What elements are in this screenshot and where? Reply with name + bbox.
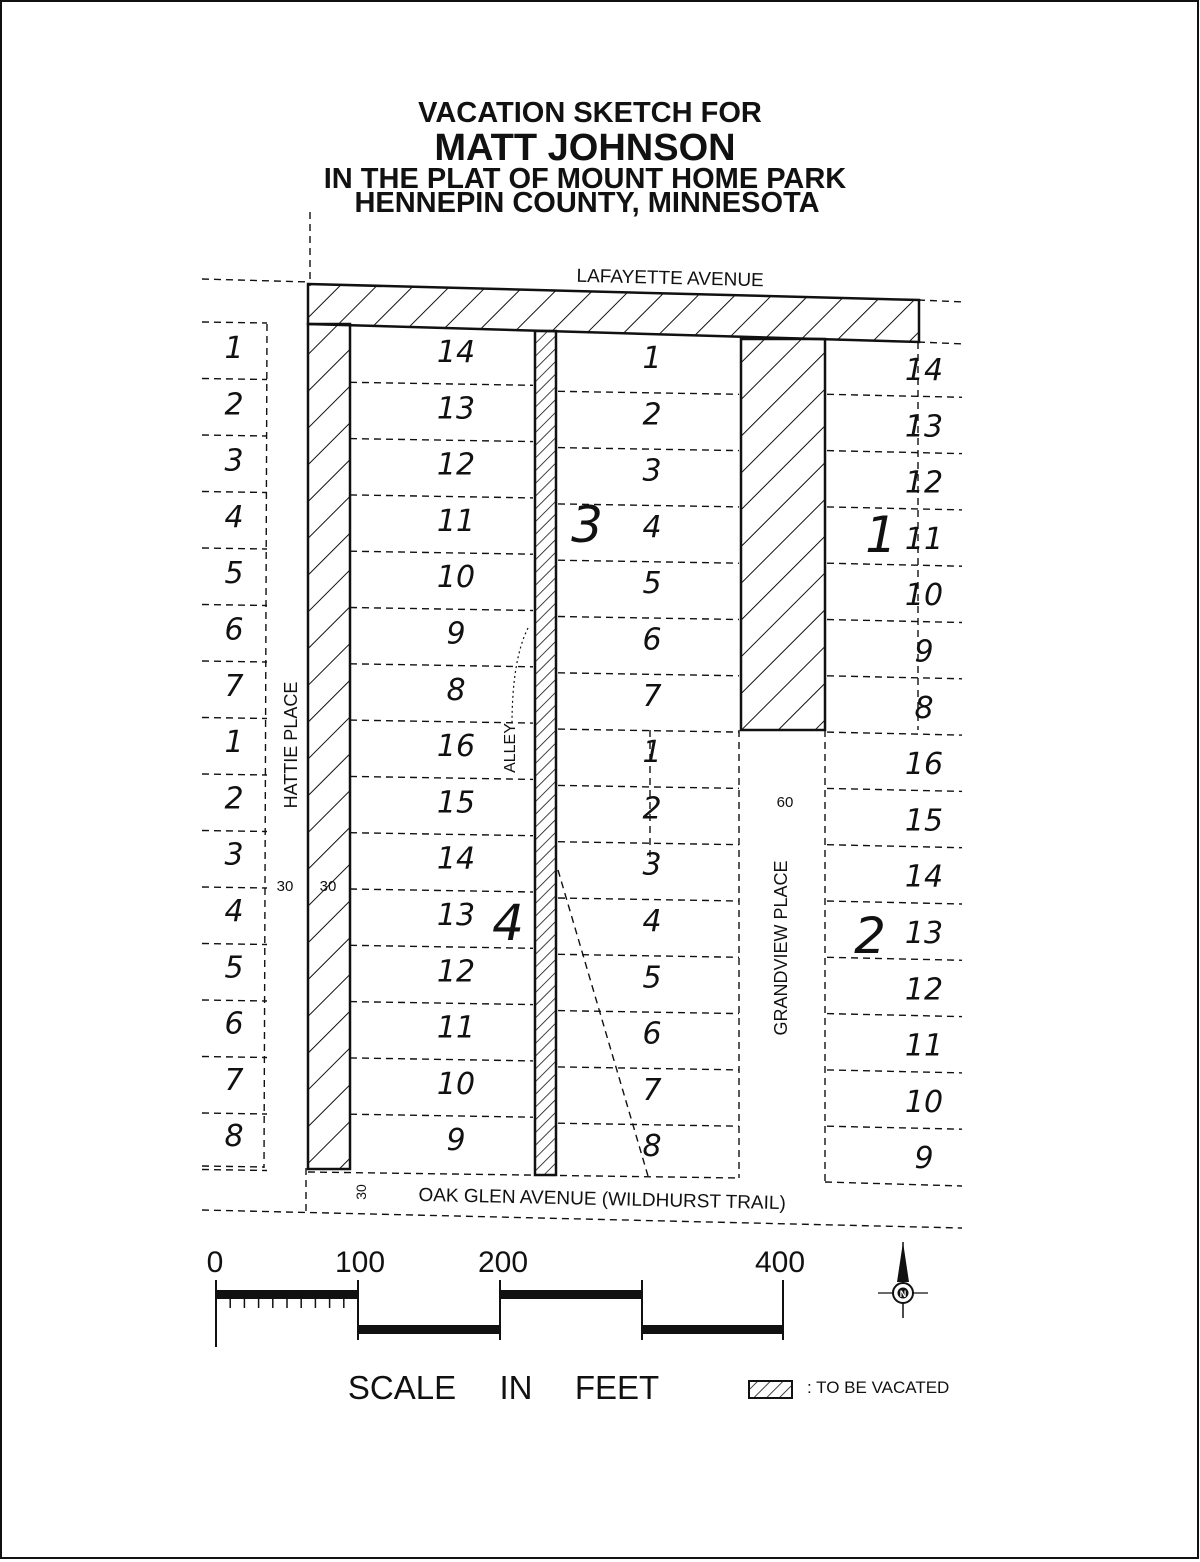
col4-lot-line: [827, 788, 962, 791]
lot-number-far-left: 1: [224, 725, 244, 761]
lot-number-far-left: 1: [224, 331, 244, 366]
scale-caption-word-in: IN: [499, 1369, 533, 1406]
lot-number-col4: 9: [914, 1141, 934, 1177]
vacated-grandview-strip: [741, 339, 825, 730]
oakglen-south-line: [202, 1210, 962, 1228]
lot-number-col3: 4: [642, 509, 662, 545]
lot-number-far-left: 4: [224, 499, 244, 535]
col4-lot-line: [827, 394, 962, 397]
lot-number-col4: 13: [904, 409, 944, 445]
col3-lot-line: [558, 673, 739, 676]
lot-number-col2: 11: [436, 503, 476, 539]
far-left-lot-line: [202, 774, 267, 775]
lot-number-col4: 11: [904, 521, 944, 557]
far-left-lot-line: [202, 605, 267, 606]
lot-number-col2: 14: [436, 841, 476, 877]
legend-hatch-swatch: [749, 1381, 792, 1398]
far-left-lot-line: [202, 944, 267, 945]
far-left-lot-line: [202, 661, 267, 662]
title-line-3: IN THE PLAT OF MOUNT HOME PARK: [323, 163, 847, 195]
oak-glen-avenue-label: OAK GLEN AVENUE (WILDHURST TRAIL): [418, 1184, 787, 1215]
scale-bar: [207, 1246, 805, 1406]
col4-lot-line: [827, 1070, 962, 1073]
col3-lot-line: [558, 842, 739, 845]
lot-number-col3: 7: [642, 678, 662, 714]
lot-number-col2: 9: [446, 616, 466, 652]
lafayette-north-line-east: [918, 300, 965, 302]
col2-lot-line: [350, 495, 533, 498]
title-line-4: HENNEPIN COUNTY, MINNESOTA: [354, 187, 820, 219]
col3-lot-line: [558, 898, 739, 901]
col3-lot-line: [558, 1011, 739, 1014]
scale-segment-100-200: [358, 1325, 500, 1334]
col2-lot-line: [350, 664, 533, 667]
far-left-column-east-line: [264, 324, 267, 1168]
lot-number-col4: 15: [904, 803, 944, 839]
lot-number-col2: 8: [446, 672, 466, 708]
far-left-lot-line: [202, 1057, 267, 1058]
lot-numbers-col2: [437, 335, 475, 1158]
lot-number-far-left: 6: [224, 612, 244, 648]
lot-number-col2: 10: [436, 560, 476, 596]
vacated-alley-strip: [535, 331, 556, 1175]
lot-number-far-left: 3: [224, 443, 244, 479]
lot-numbers-col4: [905, 353, 943, 1176]
lot-number-col2: 12: [436, 954, 476, 990]
lot-number-col3: 7: [642, 1072, 662, 1108]
col2-lot-line: [350, 439, 533, 442]
lot-number-col2: 9: [446, 1123, 466, 1159]
page-border: [1, 1, 1198, 1558]
lot-number-far-left: 7: [224, 1062, 244, 1098]
north-arrow-letter: N: [899, 1289, 907, 1299]
col4-lot-line: [827, 676, 962, 679]
col4-lot-line: [827, 1014, 962, 1017]
col2-lot-line: [350, 1058, 533, 1061]
lot-number-col3: 2: [642, 397, 662, 433]
far-left-lot-line: [202, 831, 267, 832]
block-number-3: 3: [571, 496, 603, 554]
lot-number-col4: 9: [914, 634, 934, 670]
col3-lot-line: [558, 785, 739, 788]
lot-number-col3: 6: [642, 622, 662, 658]
title-block: [324, 97, 847, 219]
scale-tick-label-400: 400: [754, 1246, 806, 1279]
lot-numbers-col3: [642, 341, 661, 1164]
col3-lot-line: [558, 1123, 739, 1126]
grandview-dimension: 60: [776, 794, 794, 811]
scale-segment-200-300: [500, 1290, 642, 1299]
col2-lot-line: [350, 889, 533, 892]
col4-lot-line: [827, 620, 962, 623]
far-left-lot-line: [202, 492, 267, 493]
lot-number-col4: 16: [904, 747, 944, 783]
lot-number-col2: 15: [436, 785, 476, 821]
lot-number-col2: 12: [436, 447, 476, 483]
hattie-right-dimension: 30: [319, 878, 337, 895]
col3-lot-line: [558, 954, 739, 957]
title-line-1: VACATION SKETCH FOR: [418, 97, 762, 129]
lot-number-col2: 13: [436, 391, 476, 427]
vacated-lafayette-strip: [308, 284, 919, 342]
lot-number-far-left: 2: [224, 781, 244, 817]
lafayette-avenue-label: LAFAYETTE AVENUE: [576, 265, 764, 292]
lot-number-col4: 10: [904, 1084, 944, 1120]
lot-number-col4: 12: [904, 465, 944, 501]
lot-number-col4: 10: [904, 578, 944, 614]
lot-number-col2: 13: [436, 898, 476, 933]
lot-number-col4: 14: [904, 353, 944, 388]
lot-number-col2: 16: [436, 729, 476, 765]
col2-lot-line: [350, 608, 533, 611]
col3-lot-line: [558, 391, 739, 394]
far-left-lot-line: [202, 548, 267, 549]
lot-number-col3: 2: [642, 791, 662, 827]
col4-lot-line: [827, 1126, 962, 1129]
col4-lot-line: [827, 901, 962, 904]
lot-number-far-left: 2: [224, 387, 244, 423]
scale-tick-label-200: 200: [477, 1246, 529, 1279]
grandview-place-label: GRANDVIEW PLACE: [771, 860, 791, 1036]
lot-number-col2: 14: [436, 335, 476, 370]
lot-number-col4: 8: [914, 690, 934, 726]
legend-text: : TO BE VACATED: [807, 1378, 950, 1397]
far-left-lot-line: [202, 379, 267, 380]
vacated-hattie-place-strip: [308, 324, 350, 1169]
col2-lot-line: [350, 551, 533, 554]
lot-number-col3: 5: [642, 566, 662, 602]
col4-lot-line: [827, 451, 962, 454]
lot-number-far-left: 4: [224, 894, 244, 929]
lot-number-col3: 8: [642, 1129, 662, 1165]
hattie-place-label: HATTIE PLACE: [281, 681, 301, 809]
col2-lot-line: [350, 720, 533, 723]
lot-number-col3: 4: [642, 904, 662, 939]
lot-number-far-left: 5: [224, 556, 244, 592]
lot-number-far-left: 6: [224, 1006, 244, 1042]
alley-label: ALLEY: [502, 723, 519, 773]
far-left-lot-line: [202, 1113, 267, 1114]
lot-number-col4: 14: [904, 859, 944, 895]
scale-segment-300-400: [642, 1325, 783, 1334]
lot-number-col3: 1: [642, 735, 662, 771]
oakglen-north-line-east: [825, 1182, 962, 1186]
scale-tick-label-0: 0: [206, 1246, 224, 1279]
north-arrow-icon: [878, 1242, 928, 1318]
far-left-lot-line: [202, 718, 267, 719]
oakglen-dimension: 30: [353, 1184, 369, 1200]
col2-lot-line: [350, 776, 533, 779]
lot-number-col2: 11: [436, 1010, 476, 1046]
col4-lot-line: [827, 732, 962, 735]
lafayette-south-line-east: [918, 342, 965, 344]
col3-lot-line: [558, 1067, 739, 1070]
lafayette-north-line: [202, 279, 310, 282]
lot-number-far-left: 7: [224, 668, 244, 704]
lot-number-col3: 6: [642, 1016, 662, 1052]
block-number-4: 4: [492, 894, 524, 952]
hattie-left-dimension: 30: [276, 878, 294, 895]
far-left-lot-line: [202, 887, 267, 888]
lot-number-col4: 12: [904, 972, 944, 1008]
col3-lot-line: [558, 448, 739, 451]
lot-number-col3: 3: [642, 847, 662, 883]
scale-caption-word-scale: SCALE: [347, 1369, 457, 1406]
lot-number-far-left: 3: [224, 837, 244, 873]
col2-lot-line: [350, 1114, 533, 1117]
lot-number-col3: 1: [642, 341, 662, 376]
lot-number-far-left: 5: [224, 950, 244, 986]
col2-lot-line: [350, 833, 533, 836]
legend: [749, 1378, 949, 1398]
col2-lot-line: [350, 382, 533, 385]
lot-number-far-left: 8: [224, 1119, 244, 1155]
scale-caption-word-feet: FEET: [574, 1369, 660, 1406]
lot-number-col3: 5: [642, 960, 662, 996]
far-left-lot-line: [202, 1166, 264, 1167]
lot-number-col3: 3: [642, 453, 662, 489]
block-number-1: 1: [865, 506, 897, 564]
lot-number-col2: 10: [436, 1066, 476, 1102]
lot-number-col4: 11: [904, 1028, 944, 1064]
oakglen-north-line: [308, 1172, 739, 1178]
alley-leader-line: [512, 628, 528, 725]
lot-numbers-far-left: [224, 331, 243, 1154]
col3-diagonal-dashed-line: [558, 870, 648, 1176]
far-left-lot-line: [202, 322, 267, 323]
scale-tick-label-100: 100: [334, 1246, 386, 1279]
col3-lot-line: [558, 617, 739, 620]
far-left-lot-line: [202, 435, 267, 436]
title-line-2: MATT JOHNSON: [434, 127, 736, 169]
col3-lot-line: [558, 729, 739, 732]
lot-number-col4: 13: [904, 916, 944, 951]
col4-lot-line: [827, 957, 962, 960]
block-number-2: 2: [854, 907, 886, 965]
col3-lot-line: [558, 560, 739, 563]
col4-lot-line: [827, 845, 962, 848]
far-left-lot-line: [202, 1170, 267, 1171]
far-left-lot-line: [202, 1000, 267, 1001]
col2-lot-line: [350, 1002, 533, 1005]
